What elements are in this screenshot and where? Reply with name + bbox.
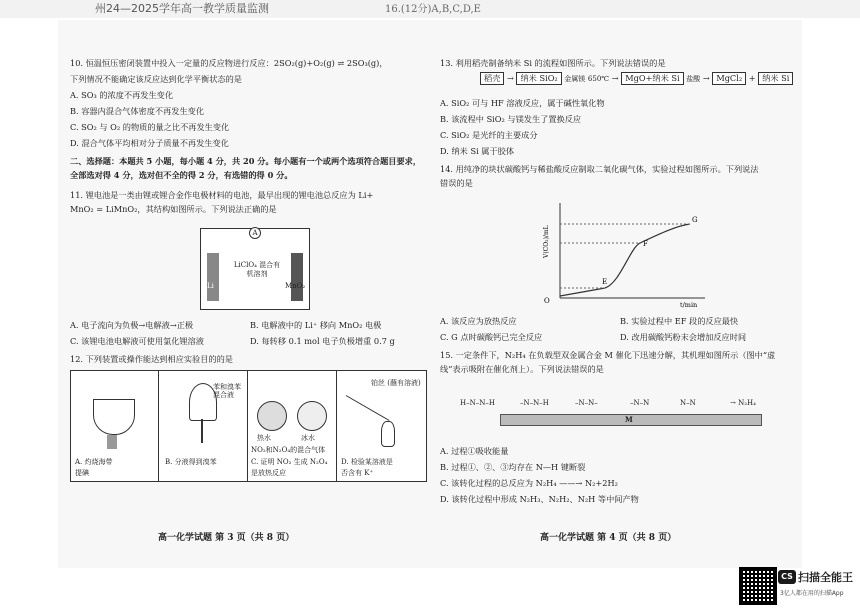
flow-arrow: → — [611, 73, 619, 83]
q13-option-d: D. 纳米 Si 属于胶体 — [440, 146, 515, 156]
gas-mix-label: NO₂和N₂O₄的混合气体 — [251, 446, 326, 454]
q12-option-d: D. 检验某溶液是 — [341, 458, 393, 466]
q11-option-c: C. 该锂电池电解液可使用氯化锂溶液 — [70, 336, 204, 346]
platinum-wire-icon — [346, 395, 390, 421]
q15-option-a: A. 过程①吸收能量 — [440, 446, 509, 456]
q15-mechanism-figure — [460, 384, 790, 434]
q10-option-a: A. SO₃ 的浓度不再发生变化 — [70, 90, 174, 100]
q11-stem2: MnO₂ = LiMnO₂，其结构如图所示。下列说法正确的是 — [70, 204, 277, 214]
scanner-tagline: 3亿人都在用的扫描App — [780, 590, 844, 597]
co2-curve — [560, 224, 690, 296]
qr-code-icon — [739, 567, 777, 605]
section2-title: 二、选择题：本题共 5 小题，每小题 4 分，共 20 分。每小题有一个或两个选项符合题目要求， — [70, 156, 422, 166]
q13-option-b: B. 该流程中 SiO₂ 与镁发生了置换反应 — [440, 114, 582, 124]
q10-option-b: B. 容器内混合气体密度不再发生变化 — [70, 106, 205, 116]
page-4-footer: 高一化学试题 第 4 页（共 8 页） — [540, 533, 677, 543]
point-g-label: G — [692, 216, 698, 224]
q13-flow-diagram — [480, 72, 793, 85]
q11-option-a: A. 电子流向为负极→电解液→正极 — [70, 320, 194, 330]
hot-water-label: 热水 — [257, 434, 271, 442]
intermediate-3: –N–N — [630, 399, 650, 407]
flow-arrow: → — [507, 73, 514, 83]
mno2-label: MnO₂ — [285, 282, 306, 290]
fig-d-label: 铂丝 (蘸有溶液) — [371, 379, 421, 387]
q14-stem: 14. 用纯净的块状碳酸钙与稀盐酸反应制取二氧化碳气体，实验过程如图所示。下列说法 — [440, 164, 759, 174]
catalyst-m-label: M — [625, 415, 633, 424]
q10-ask: 下列情况不能确定该反应达到化学平衡状态的是 — [70, 74, 242, 84]
flow-step: 稻壳 — [480, 72, 504, 85]
flow-step: MgO+纳米 Si — [621, 72, 683, 85]
q14-option-c: C. G 点时碳酸钙已完全反应 — [440, 332, 543, 342]
battery-figure — [200, 228, 310, 310]
y-axis-label: V(CO₂)/mL — [543, 225, 550, 258]
funnel-stem — [201, 419, 203, 443]
divider — [158, 371, 159, 481]
page-4 — [430, 20, 802, 568]
ammeter-icon: A — [249, 227, 261, 239]
intermediate-4: N–N — [680, 399, 696, 407]
q14-stem2: 错误的是 — [440, 178, 473, 188]
section2-rule: 全部选对得 4 分，选对但不全的得 2 分，有选错的得 0 分。 — [70, 170, 293, 180]
q15-option-c: C. 该转化过程的总反应为 N₂H₄ ——→ N₂+2H₂ — [440, 478, 618, 488]
flow-step: MgCl₂ — [712, 72, 746, 85]
q13-option-a: A. SiO₂ 可与 HF 溶液反应，属于碱性氧化物 — [440, 98, 605, 108]
q15-option-b: B. 过程①、②、③均存在 N—H 键断裂 — [440, 462, 586, 472]
li-label: Li — [207, 282, 214, 290]
q11-option-b: B. 电解液中的 Li⁺ 移向 MnO₂ 电极 — [250, 320, 382, 330]
q10-stem: 10. 恒温恒压密闭装置中投入一定量的反应物进行反应：2SO₂(g)+O₂(g) ⇌ 2SO₃(g)， — [70, 58, 388, 68]
intermediate-2: –N–N– — [575, 399, 598, 407]
flow-cond: 盐酸 — [686, 75, 701, 83]
mechanism-end: → N₂H₄ — [730, 399, 756, 407]
flow-cond: 650℃ — [587, 75, 610, 83]
header-right: 16.(12分)A,B,C,D,E — [385, 4, 481, 15]
divider — [247, 371, 248, 481]
origin-label: O — [544, 297, 550, 305]
flow-step: 纳米 SiO₂ — [516, 72, 561, 85]
scanner-brand: 扫描全能王 — [798, 571, 853, 584]
mno2-electrode — [291, 253, 303, 301]
flow-plus: + — [748, 73, 756, 83]
electrolyte-label: LiClO₄ 混合有机溶剂 — [233, 261, 281, 278]
q14-option-d: D. 改用碳酸钙粉末会增加反应时间 — [620, 332, 747, 342]
crucible-icon — [93, 399, 135, 435]
q11-option-d: D. 每转移 0.1 mol 电子负极增重 0.7 g — [250, 336, 395, 346]
q12-apparatus-figure — [70, 370, 427, 482]
q15-option-d: D. 该转化过程中形成 N₂H₃、N₂H₂、N₂H 等中间产物 — [440, 494, 639, 504]
q12-option-c2: 是放热反应 — [251, 469, 286, 477]
q12-option-a: A. 灼烧海带 — [75, 458, 113, 466]
q10-option-d: D. 混合气体平均相对分子质量不再发生变化 — [70, 138, 229, 148]
page-3 — [58, 20, 430, 568]
camscanner-logo-icon: CS — [778, 570, 796, 584]
flask-cold-icon — [297, 401, 327, 431]
divider — [336, 371, 337, 481]
q13-stem: 13. 利用稻壳制备纳米 Si 的流程如图所示。下列说法错误的是 — [440, 58, 666, 68]
flask-hot-icon — [257, 401, 287, 431]
q15-stem: 15. 一定条件下，N₂H₄ 在负载型双金属合金 M 催化下迅速分解，其机理如图所示（图中“虚 — [440, 350, 776, 360]
q14-option-b: B. 实验过程中 EF 段的反应最快 — [620, 316, 739, 326]
q11-stem: 11. 锂电池是一类由锂或锂合金作电极材料的电池，最早出现的锂电池总反应为 Li+ — [70, 190, 374, 200]
q13-option-c: C. SiO₂ 是光纤的主要成分 — [440, 130, 538, 140]
flow-arrow: → — [702, 73, 710, 83]
q12-option-a2: 提碘 — [75, 469, 89, 477]
point-e-label: E — [602, 278, 608, 286]
n2h4-molecule: H–N–N–H — [460, 399, 495, 407]
q14-option-a: A. 该反应为放热反应 — [440, 316, 517, 326]
q14-curve-figure — [540, 198, 710, 308]
fig-b-label: 苯和溴苯混合液 — [213, 383, 241, 399]
q12-option-d2: 否含有 K⁺ — [341, 469, 374, 477]
q15-stem2: 线”表示吸附在催化剂上）。下列说法错误的是 — [440, 364, 604, 374]
ice-water-label: 冰水 — [301, 434, 315, 442]
x-axis-label: t/min — [680, 301, 698, 308]
point-f-label: F — [643, 240, 648, 248]
page-3-footer: 高一化学试题 第 3 页（共 8 页） — [158, 533, 295, 543]
flow-step: 纳米 Si — [758, 72, 793, 85]
flow-cond: 金属镁 — [564, 75, 586, 83]
header-left: 州24—2025学年高一教学质量监测 — [95, 2, 269, 15]
q12-option-b: B. 分液得到溴苯 — [165, 458, 217, 466]
burner-icon — [107, 435, 117, 449]
q12-stem: 12. 下列装置或操作能达到相应实验目的的是 — [70, 354, 233, 364]
intermediate-1: –N–N–H — [520, 399, 549, 407]
q10-option-c: C. SO₂ 与 O₂ 的物质的量之比不再发生变化 — [70, 122, 230, 132]
alcohol-lamp-icon — [381, 421, 395, 447]
li-electrode — [207, 253, 219, 301]
q12-option-c: C. 证明 NO₂ 生成 N₂O₄ — [251, 458, 328, 466]
